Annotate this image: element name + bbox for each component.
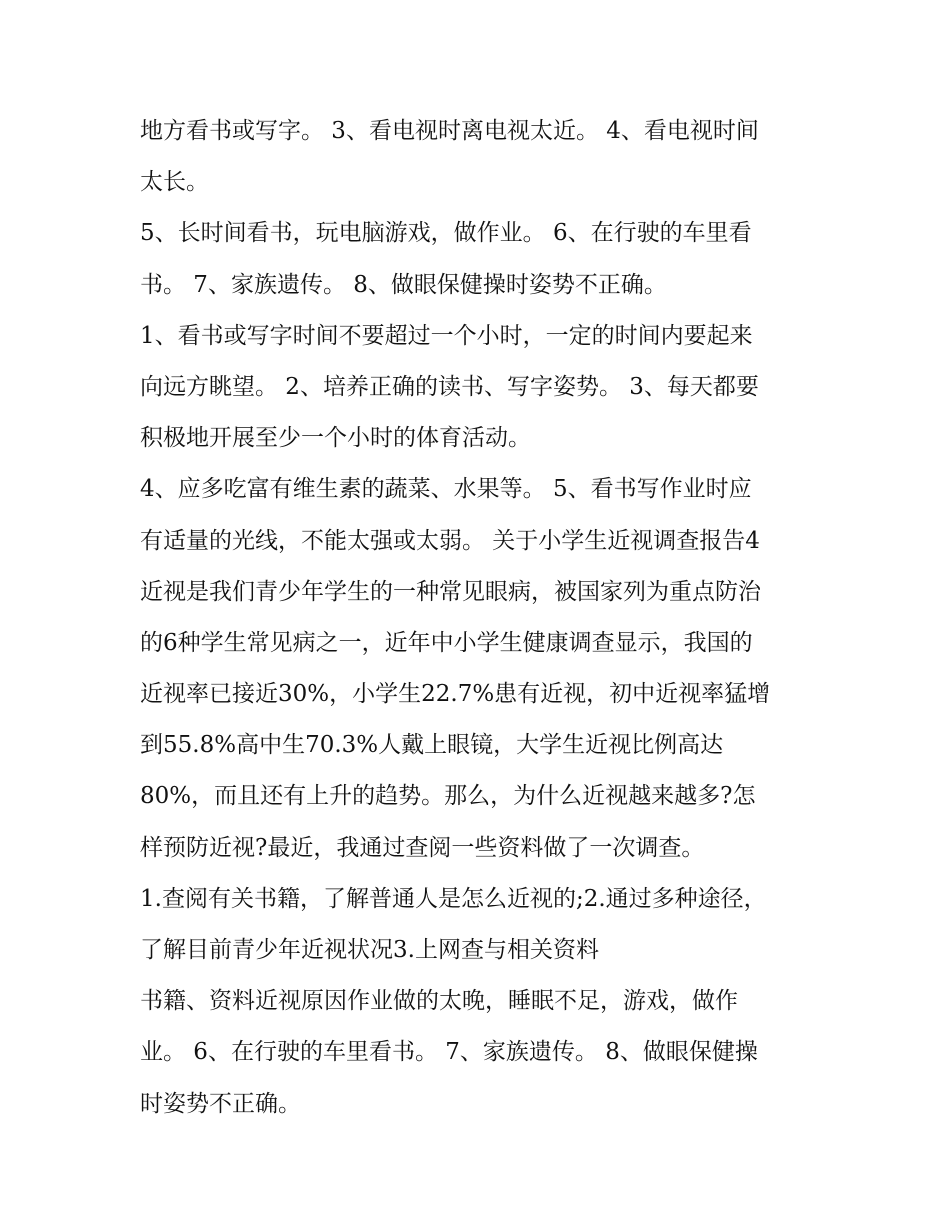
text-line: 5、长时间看书，玩电脑游戏，做作业。 6、在行驶的车里看 <box>140 220 752 247</box>
text-line: 近视率已接近30%，小学生22.7%患有近视，初中近视率猛增 <box>140 681 771 708</box>
text-line: 4、应多吃富有维生素的蔬菜、水果等。 5、看书写作业时应 <box>140 476 752 503</box>
text-line: 样预防近视?最近，我通过查阅一些资料做了一次调查。 <box>140 834 705 861</box>
text-line: 有适量的光线，不能太强或太弱。 关于小学生近视调查报告4 <box>140 527 760 554</box>
text-line: 80%，而且还有上升的趋势。那么，为什么近视越来越多?怎 <box>140 783 756 810</box>
text-line: 业。 6、在行驶的车里看书。 7、家族遗传。 8、做眼保健操 <box>140 1039 758 1066</box>
text-line: 近视是我们青少年学生的一种常见眼病，被国家列为重点防治 <box>140 578 761 605</box>
text-line: 积极地开展至少一个小时的体育活动。 <box>140 425 531 452</box>
text-line: 向远方眺望。 2、培养正确的读书、写字姿势。 3、每天都要 <box>140 373 759 400</box>
text-line: 了解目前青少年近视状况3.上网查与相关资料 <box>140 937 599 963</box>
text-line: 到55.8%高中生70.3%人戴上眼镜，大学生近视比例高达 <box>140 732 724 759</box>
text-line: 1.查阅有关书籍，了解普通人是怎么近视的;2.通过多种途径， <box>140 885 767 912</box>
text-line: 的6种学生常见病之一，近年中小学生健康调查显示，我国的 <box>140 629 753 656</box>
document-body <box>140 106 820 1130</box>
text-line: 时姿势不正确。 <box>140 1090 301 1117</box>
text-line: 书。 7、家族遗传。 8、做眼保健操时姿势不正确。 <box>140 271 667 298</box>
text-line: 书籍、资料近视原因作业做的太晚，睡眠不足，游戏，做作 <box>140 988 738 1015</box>
text-line: 1、看书或写字时间不要超过一个小时，一定的时间内要起来 <box>140 322 753 349</box>
text-line: 太长。 <box>140 169 209 196</box>
text-line: 地方看书或写字。 3、看电视时离电视太近。 4、看电视时间 <box>140 118 759 144</box>
